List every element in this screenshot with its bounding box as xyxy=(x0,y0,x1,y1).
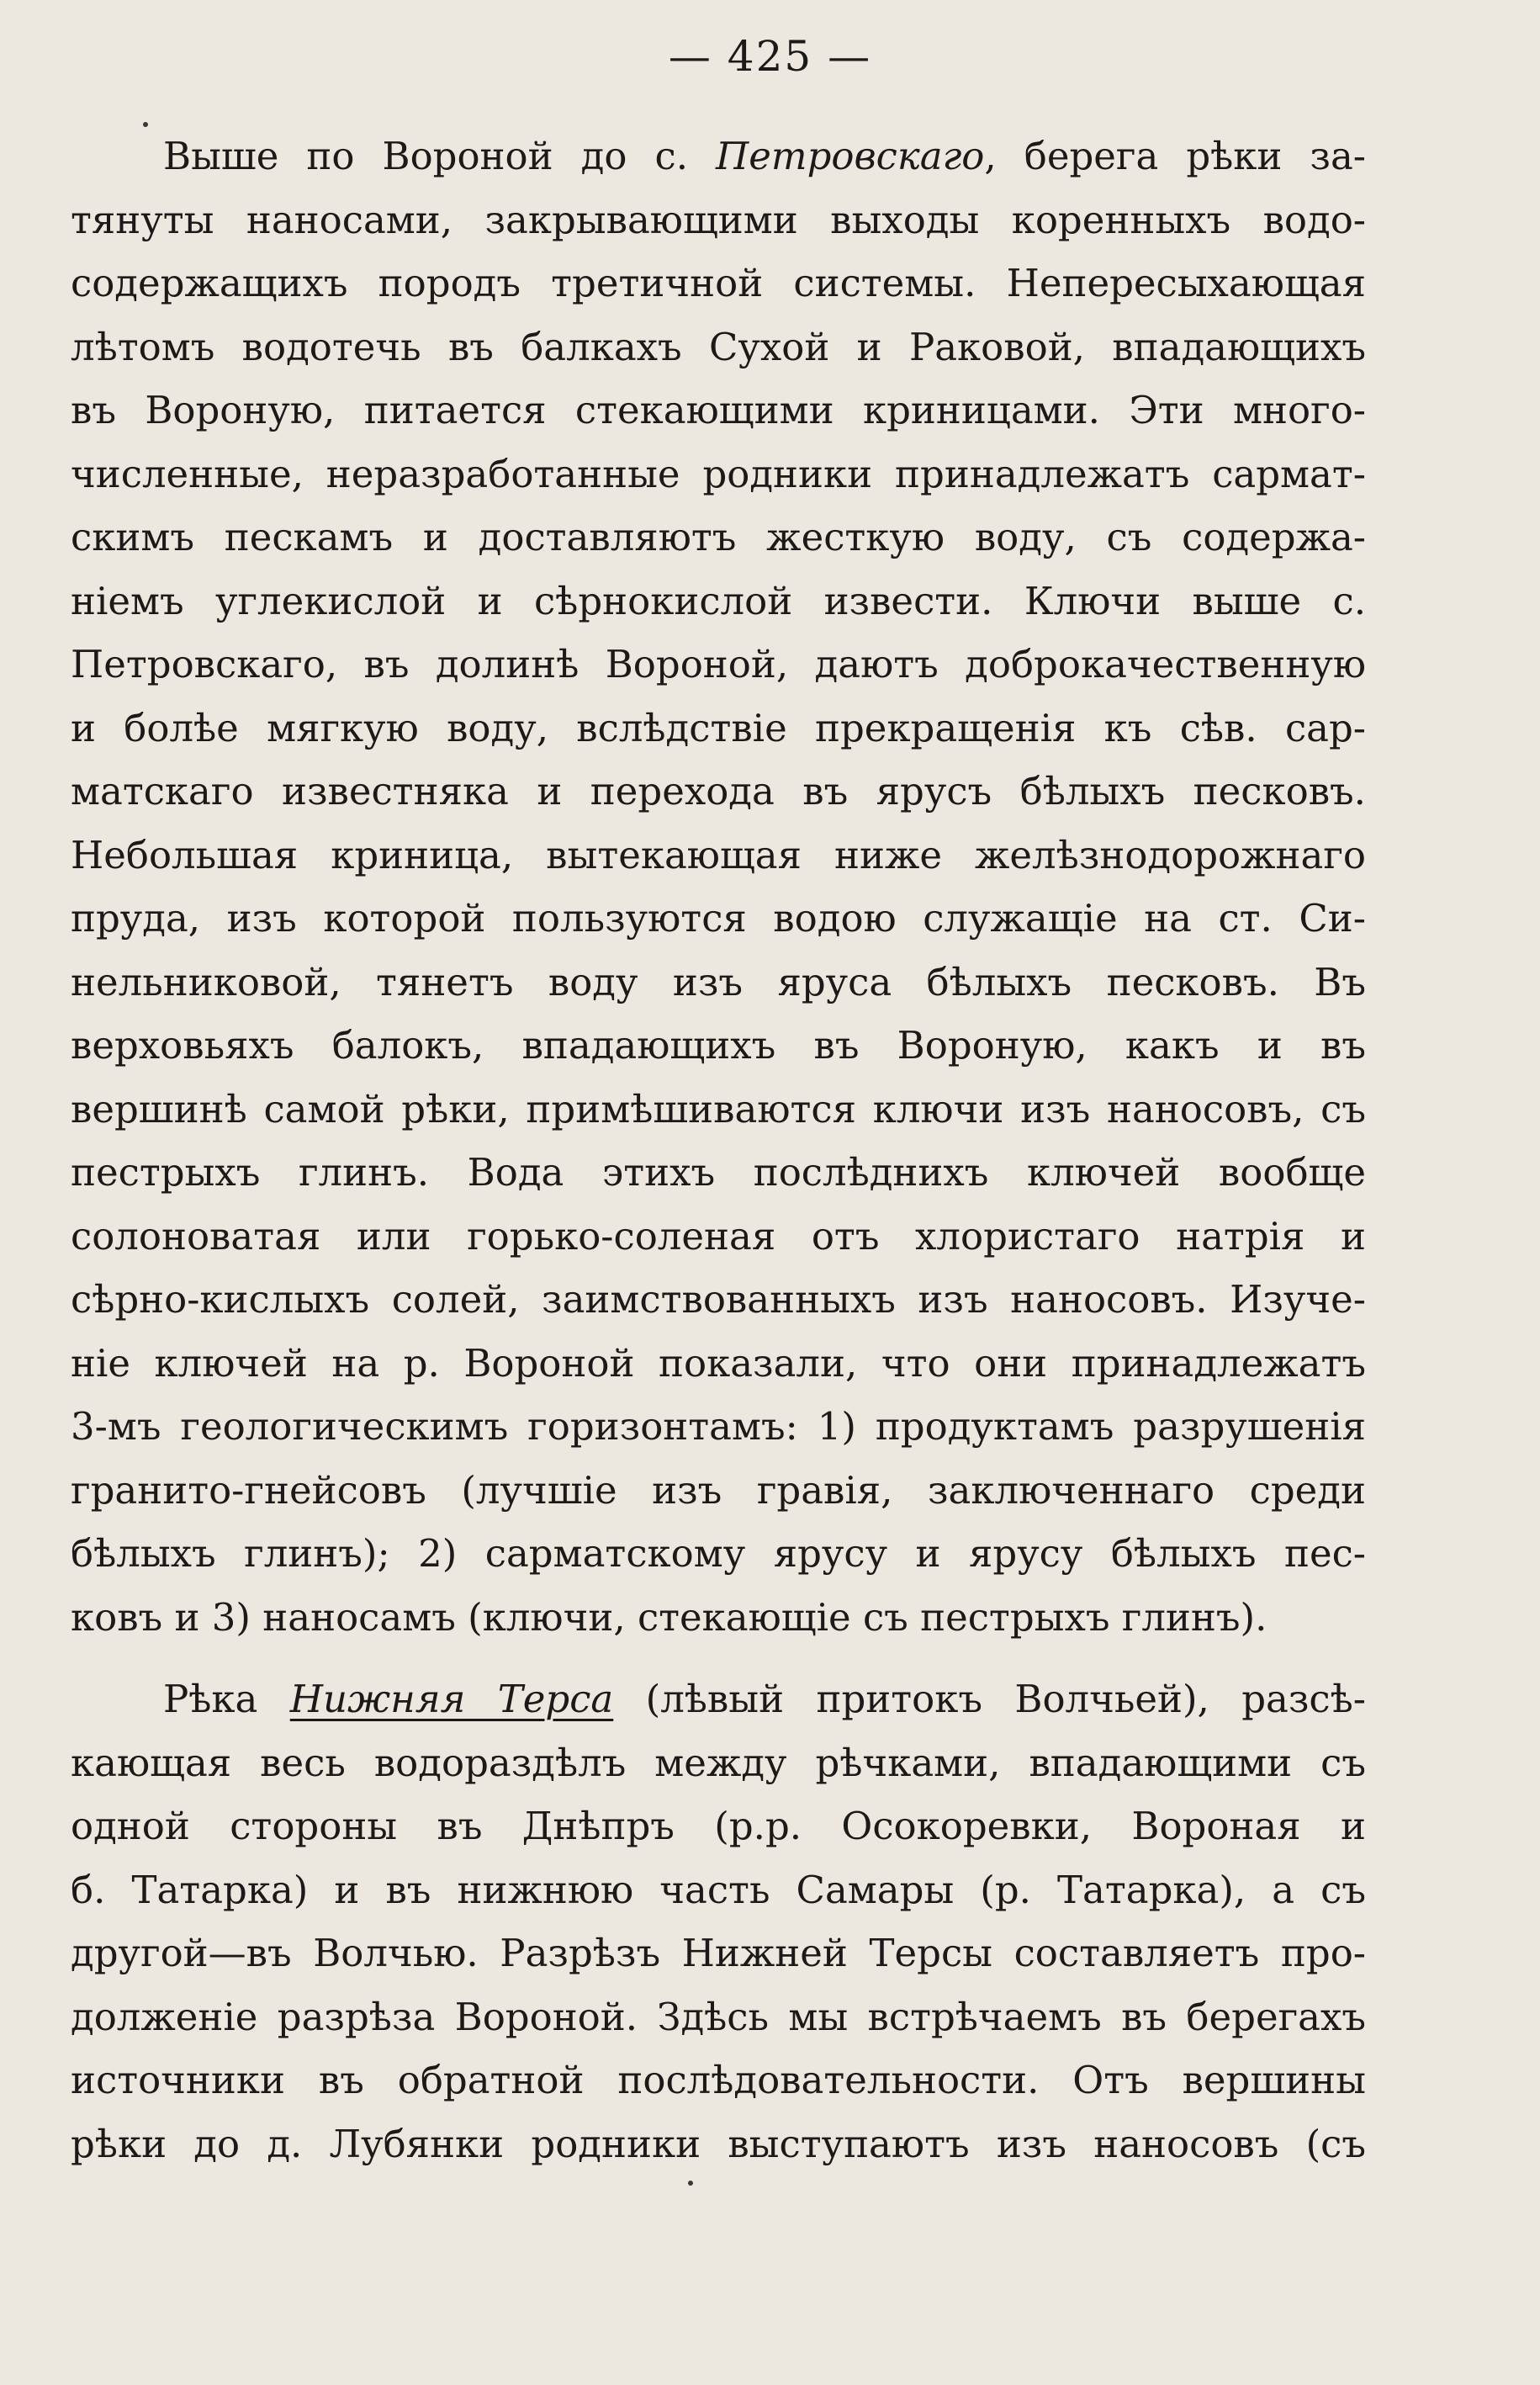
text-line: численные, неразработанные родники принадлежатъ сармат- xyxy=(71,451,1366,496)
body-text xyxy=(71,125,1366,2176)
text-run: , берега рѣки за- xyxy=(984,134,1366,178)
text-line: гранито-гнейсовъ (лучшіе изъ гравія, заключеннаго среди xyxy=(71,1467,1366,1513)
text-line: 3-мъ геологическимъ горизонтамъ: 1) продуктамъ разрушенія xyxy=(71,1404,1366,1449)
italic-place-name: Петровскаго xyxy=(716,134,985,178)
text-line: вершинѣ самой рѣки, примѣшиваются ключи изъ наносовъ, съ xyxy=(71,1086,1366,1132)
text-line: ніемъ углекислой и сѣрнокислой извести. Ключи выше с. xyxy=(71,578,1366,623)
text-line: нельниковой, тянетъ воду изъ яруса бѣлыхъ песковъ. Въ xyxy=(71,959,1366,1004)
text-line: ніе ключей на р. Вороной показали, что они принадлежатъ xyxy=(71,1340,1366,1386)
text-line: б. Татарка) и въ нижнюю часть Самары (р. Татарка), а съ xyxy=(71,1867,1366,1912)
print-speck xyxy=(143,122,148,127)
text-line: источники въ обратной послѣдовательности. Отъ вершины xyxy=(71,2058,1366,2102)
text-line xyxy=(71,125,1366,188)
text-line: скимъ пескамъ и доставляютъ жесткую воду, съ содержа- xyxy=(71,515,1366,559)
text-line: верховьяхъ балокъ, впадающихъ въ Вороную, какъ и въ xyxy=(71,1023,1366,1068)
text-run: Рѣка xyxy=(163,1677,290,1721)
text-line: и болѣе мягкую воду, вслѣдствіе прекращенія къ сѣв. сар- xyxy=(71,705,1366,750)
text-line: матскаго известняка и перехода въ ярусъ бѣлыхъ песковъ. xyxy=(71,769,1366,814)
text-line xyxy=(71,1667,1366,1731)
text-run: Выше по Вороной до с. xyxy=(163,134,717,178)
text-run: (лѣвый притокъ Волчьей), разсѣ- xyxy=(613,1677,1366,1721)
page-number: — 425 — xyxy=(668,32,872,81)
text-line: пруда, изъ которой пользуются водою служащіе на ст. Си- xyxy=(71,896,1366,941)
text-line: долженіе разрѣза Вороной. Здѣсь мы встрѣчаемъ въ берегахъ xyxy=(71,1994,1366,2039)
text-line: ковъ и 3) наносамъ (ключи, стекающіе съ пестрыхъ глинъ). xyxy=(71,1594,1267,1640)
text-line: сѣрно-кислыхъ солей, заимствованныхъ изъ наносовъ. Изуче- xyxy=(71,1277,1366,1322)
text-line: одной стороны въ Днѣпръ (р.р. Осокоревки, Вороная и xyxy=(71,1804,1366,1848)
text-line: въ Вороную, питается стекающими криницами. Эти много- xyxy=(71,388,1366,432)
text-line: рѣки до д. Лубянки родники выступаютъ изъ наносовъ (съ xyxy=(71,2121,1366,2166)
text-line: тянуты наносами, закрывающими выходы коренныхъ водо- xyxy=(71,197,1366,242)
text-line: солоноватая или горько-соленая отъ хлористаго натрія и xyxy=(71,1213,1366,1259)
text-line: бѣлыхъ глинъ); 2) сарматскому ярусу и ярусу бѣлыхъ пес- xyxy=(71,1531,1366,1576)
text-line: содержащихъ породъ третичной системы. Непересыхающая xyxy=(71,261,1366,305)
text-line: кающая весь водораздѣлъ между рѣчками, впадающими съ xyxy=(71,1740,1366,1785)
text-line: пестрыхъ глинъ. Вода этихъ послѣднихъ ключей вообще xyxy=(71,1150,1366,1195)
text-line: Петровскаго, въ долинѣ Вороной, даютъ доброкачественную xyxy=(71,642,1366,686)
print-speck xyxy=(688,2181,693,2186)
text-line: Небольшая криница, вытекающая ниже желѣзнодорожнаго xyxy=(71,832,1366,877)
text-line: другой—въ Волчью. Разрѣзъ Нижней Терсы составляетъ про- xyxy=(71,1931,1366,1975)
text-line: лѣтомъ водотечь въ балкахъ Сухой и Раковой, впадающихъ xyxy=(71,324,1366,369)
underlined-river-name: Нижняя Терса xyxy=(289,1677,614,1721)
